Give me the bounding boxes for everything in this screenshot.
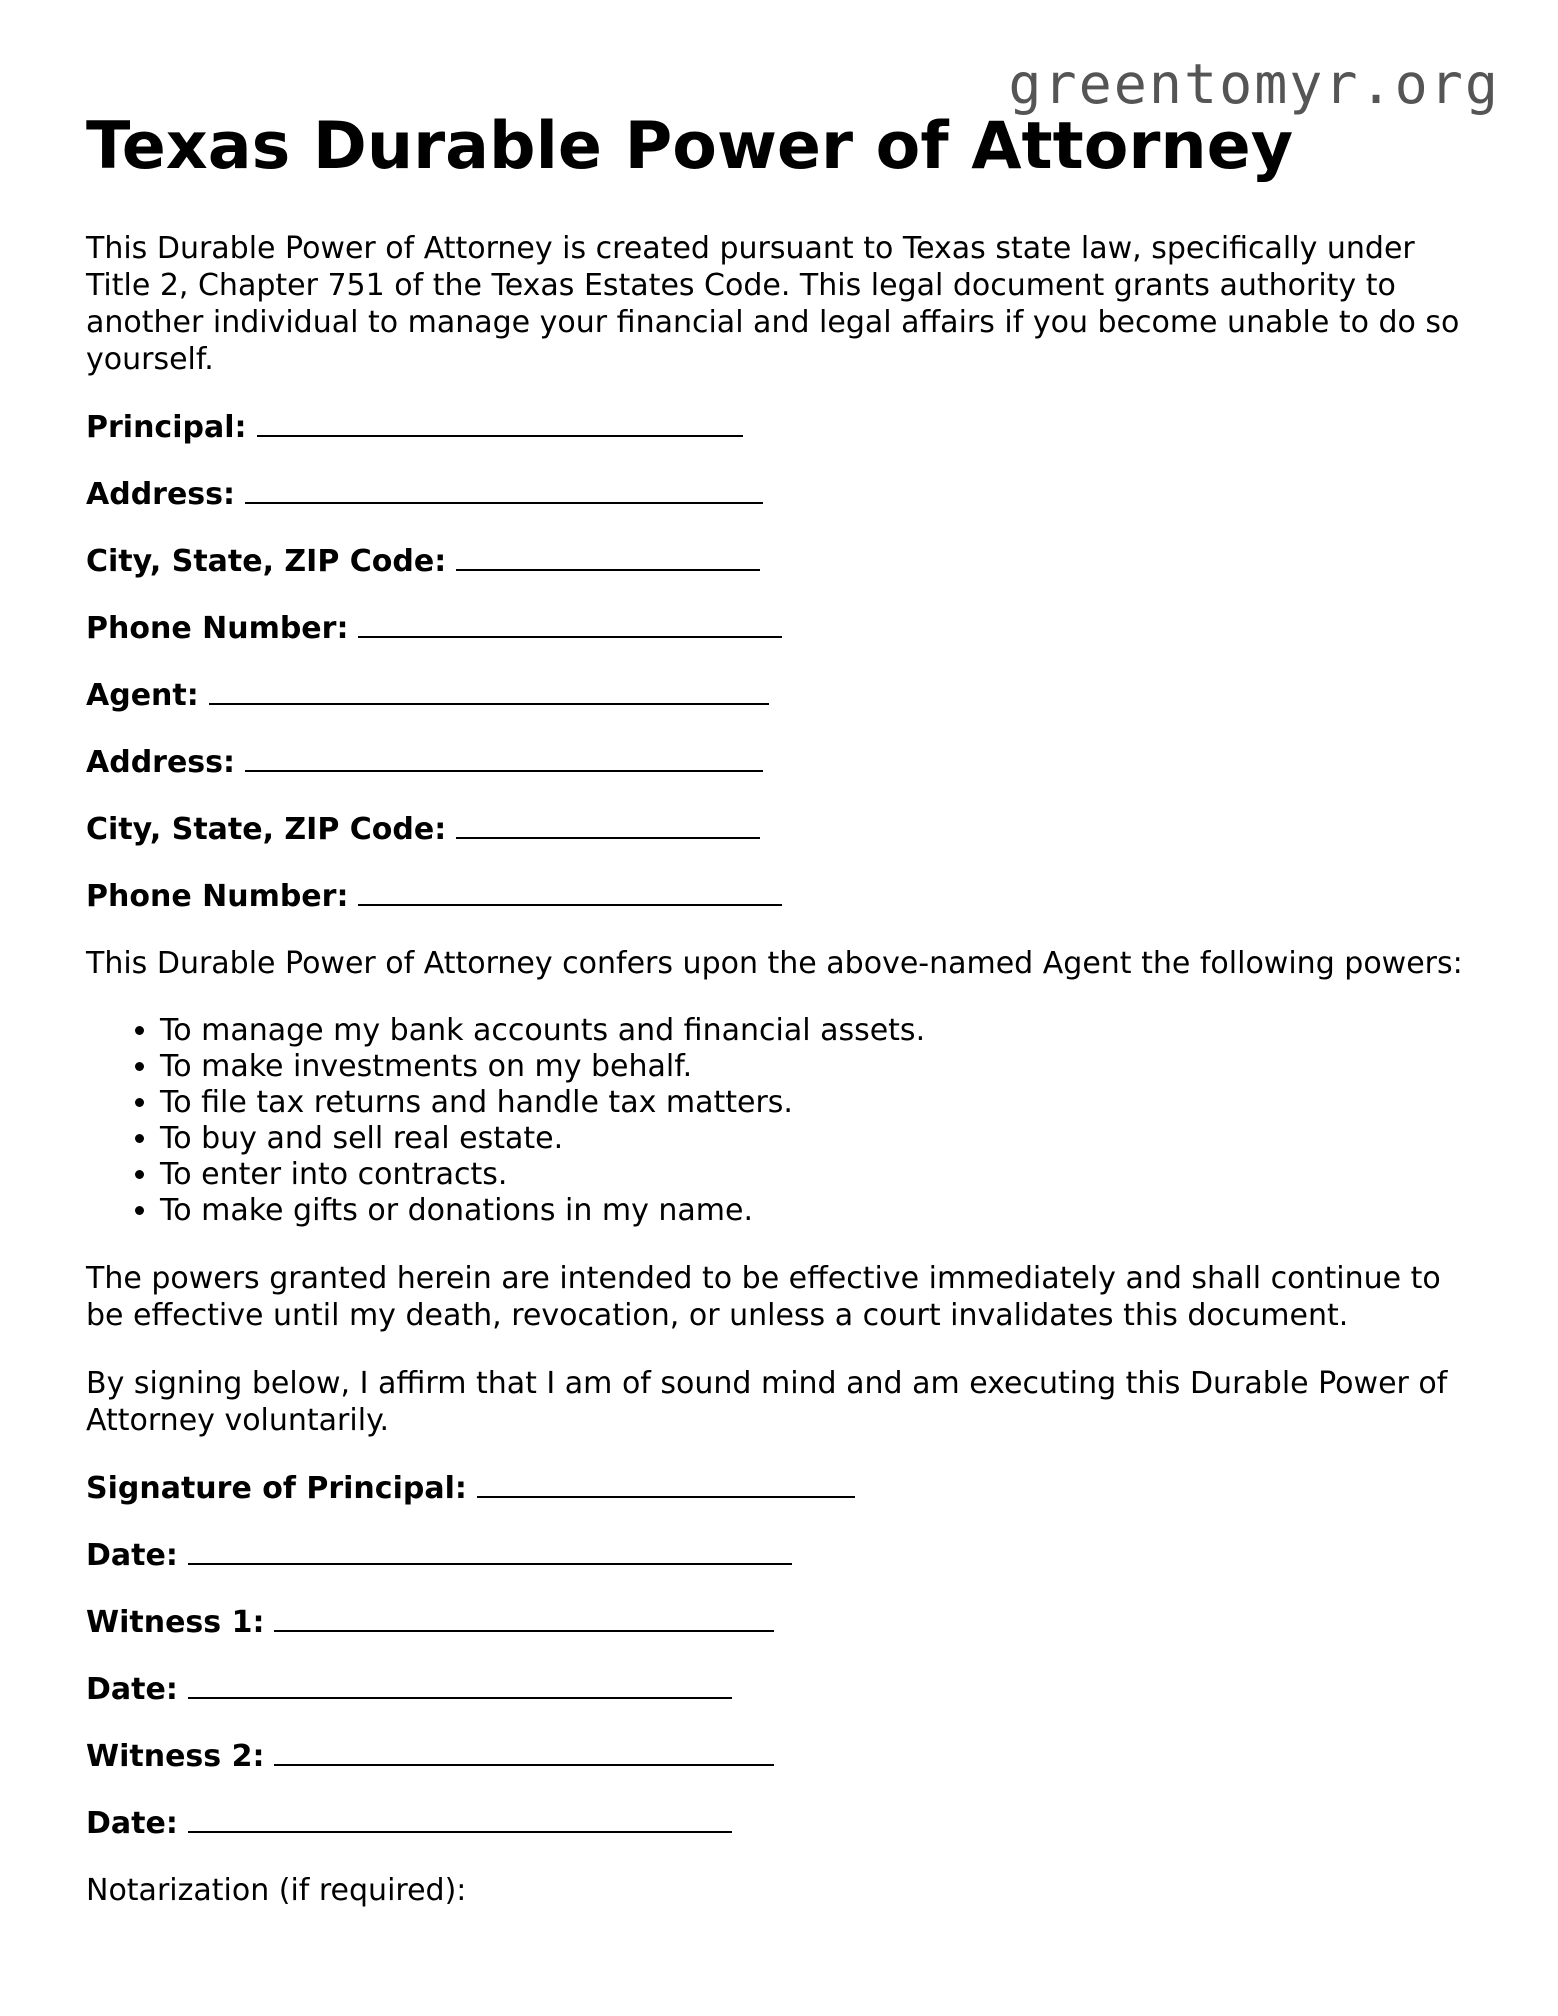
agent-address-label: Address: bbox=[86, 745, 236, 780]
agent-address-field bbox=[86, 744, 1472, 781]
principal-address-blank[interactable] bbox=[245, 476, 763, 504]
agent-phone-field bbox=[86, 878, 1472, 915]
agent-phone-blank[interactable] bbox=[358, 878, 782, 906]
signature-field bbox=[86, 1470, 1472, 1507]
signature-blank[interactable] bbox=[477, 1470, 855, 1498]
witness1-field bbox=[86, 1604, 1472, 1641]
document-page bbox=[86, 108, 1472, 1909]
agent-field bbox=[86, 677, 1472, 714]
signature-label: Signature of Principal: bbox=[86, 1471, 467, 1506]
date-field-2 bbox=[86, 1671, 1472, 1708]
date-field-3 bbox=[86, 1805, 1472, 1842]
list-item: • To buy and sell real estate. bbox=[160, 1121, 1472, 1157]
principal-city-label: City, State, ZIP Code: bbox=[86, 544, 447, 579]
date-blank-1[interactable] bbox=[188, 1537, 792, 1565]
date-label-3: Date: bbox=[86, 1806, 178, 1841]
watermark-text: greentomyr.org bbox=[1008, 52, 1500, 116]
principal-blank[interactable] bbox=[257, 409, 743, 437]
list-item: • To make gifts or donations in my name. bbox=[160, 1193, 1472, 1229]
witness2-field bbox=[86, 1738, 1472, 1775]
witness2-blank[interactable] bbox=[274, 1738, 774, 1766]
principal-label: Principal: bbox=[86, 410, 247, 445]
agent-city-blank[interactable] bbox=[456, 811, 760, 839]
agent-blank[interactable] bbox=[209, 677, 769, 705]
effective-paragraph: The powers granted herein are intended to be effective immediately and shall continue to be effective until my death, revocation, or unless a court invalidates this document. bbox=[86, 1261, 1441, 1333]
confer-paragraph: This Durable Power of Attorney confers upon the above-named Agent the following powers: bbox=[86, 946, 1463, 981]
list-item: • To manage my bank accounts and financial assets. bbox=[160, 1013, 1472, 1049]
affirm-paragraph: By signing below, I affirm that I am of sound mind and am executing this Durable Power of Attorney voluntarily. bbox=[86, 1366, 1448, 1438]
principal-field bbox=[86, 409, 1472, 446]
agent-city-label: City, State, ZIP Code: bbox=[86, 812, 447, 847]
date-blank-3[interactable] bbox=[188, 1805, 732, 1833]
witness1-label: Witness 1: bbox=[86, 1605, 265, 1640]
date-label-2: Date: bbox=[86, 1672, 178, 1707]
principal-city-blank[interactable] bbox=[456, 543, 760, 571]
witness1-blank[interactable] bbox=[274, 1604, 774, 1632]
list-item: • To file tax returns and handle tax matters. bbox=[160, 1085, 1472, 1121]
agent-phone-label: Phone Number: bbox=[86, 879, 349, 914]
date-field-1 bbox=[86, 1537, 1472, 1574]
agent-city-field bbox=[86, 811, 1472, 848]
principal-phone-label: Phone Number: bbox=[86, 611, 349, 646]
list-item: • To make investments on my behalf. bbox=[160, 1049, 1472, 1085]
agent-label: Agent: bbox=[86, 678, 199, 713]
principal-address-field bbox=[86, 476, 1472, 513]
list-item: • To enter into contracts. bbox=[160, 1157, 1472, 1193]
intro-paragraph: This Durable Power of Attorney is created pursuant to Texas state law, specifically under Title 2, Chapter 751 of the Texas Estates Code. This legal document grants authority to another individual to manage your financial and legal affairs if you become unable to do so yourself. bbox=[86, 231, 1460, 377]
principal-phone-blank[interactable] bbox=[358, 610, 782, 638]
document-title: Texas Durable Power of Attorney bbox=[86, 109, 1294, 184]
witness2-label: Witness 2: bbox=[86, 1739, 265, 1774]
agent-address-blank[interactable] bbox=[245, 744, 763, 772]
principal-city-field bbox=[86, 543, 1472, 580]
powers-list bbox=[86, 1013, 1472, 1229]
notarization-text: Notarization (if required): bbox=[86, 1873, 467, 1908]
principal-address-label: Address: bbox=[86, 477, 236, 512]
date-label-1: Date: bbox=[86, 1538, 178, 1573]
date-blank-2[interactable] bbox=[188, 1671, 732, 1699]
principal-phone-field bbox=[86, 610, 1472, 647]
